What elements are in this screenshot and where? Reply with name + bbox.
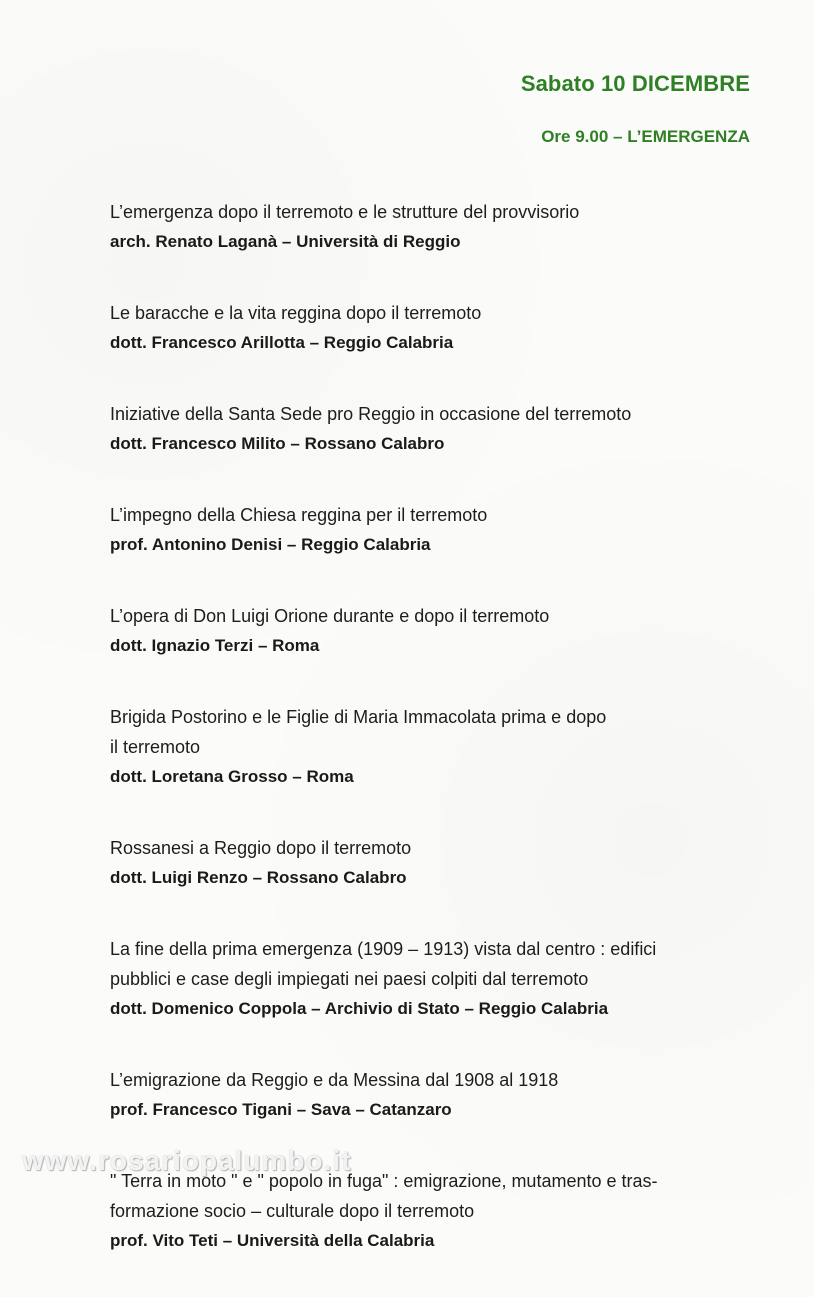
talk-item [110, 1166, 760, 1256]
talk-item [110, 934, 760, 1024]
talk-speaker: dott. Luigi Renzo – Rossano Calabro [110, 868, 407, 887]
talk-title: Le baracche e la vita reggina dopo il terremoto [110, 303, 482, 323]
talk-title: L’opera di Don Luigi Orione durante e dopo il terremoto [110, 606, 550, 626]
talk-title: L’impegno della Chiesa reggina per il terremoto [110, 505, 488, 525]
talk-title: La fine della prima emergenza (1909 – 1913) vista dal centro : edifici pubblici e case degli impiegati nei paesi colpiti dal terremoto [110, 939, 657, 989]
talk-item [110, 1065, 760, 1125]
talk-title: L’emigrazione da Reggio e da Messina dal 1908 al 1918 [110, 1070, 559, 1090]
talk-item [110, 399, 760, 459]
date-heading: Sabato 10 DICEMBRE [520, 71, 750, 96]
talk-item [110, 197, 760, 257]
talk-title: Iniziative della Santa Sede pro Reggio in occasione del terremoto [110, 404, 632, 424]
talk-item [110, 833, 760, 893]
talk-speaker: arch. Renato Laganà – Università di Reggio [110, 232, 461, 251]
talk-item [110, 500, 760, 560]
talk-speaker: dott. Loretana Grosso – Roma [110, 767, 354, 786]
talk-speaker: dott. Ignazio Terzi – Roma [110, 636, 320, 655]
talk-title: Rossanesi a Reggio dopo il terremoto [110, 838, 412, 858]
talk-list [110, 197, 760, 1297]
talk-speaker: dott. Francesco Milito – Rossano Calabro [110, 434, 445, 453]
talk-speaker: dott. Francesco Arillotta – Reggio Calabria [110, 333, 454, 352]
talk-speaker: prof. Vito Teti – Università della Calabria [110, 1231, 435, 1250]
talk-title: " Terra in moto " e " popolo in fuga" : emigrazione, mutamento e tras- formazione socio – culturale dopo il terremoto [110, 1171, 658, 1221]
session-heading: Ore 9.00 – L’EMERGENZA [541, 127, 750, 146]
talk-item [110, 298, 760, 358]
page-header [521, 70, 750, 148]
talk-speaker: prof. Antonino Denisi – Reggio Calabria [110, 535, 431, 554]
talk-speaker: dott. Domenico Coppola – Archivio di Stato – Reggio Calabria [110, 999, 609, 1018]
talk-speaker: prof. Francesco Tigani – Sava – Catanzaro [110, 1100, 452, 1119]
talk-item [110, 702, 760, 792]
watermark-text: www.rosariopalumbo.it [22, 1145, 352, 1176]
talk-title: Brigida Postorino e le Figlie di Maria Immacolata prima e dopo il terremoto [110, 707, 607, 757]
talk-title: L’emergenza dopo il terremoto e le strutture del provvisorio [110, 202, 580, 222]
talk-item [110, 601, 760, 661]
